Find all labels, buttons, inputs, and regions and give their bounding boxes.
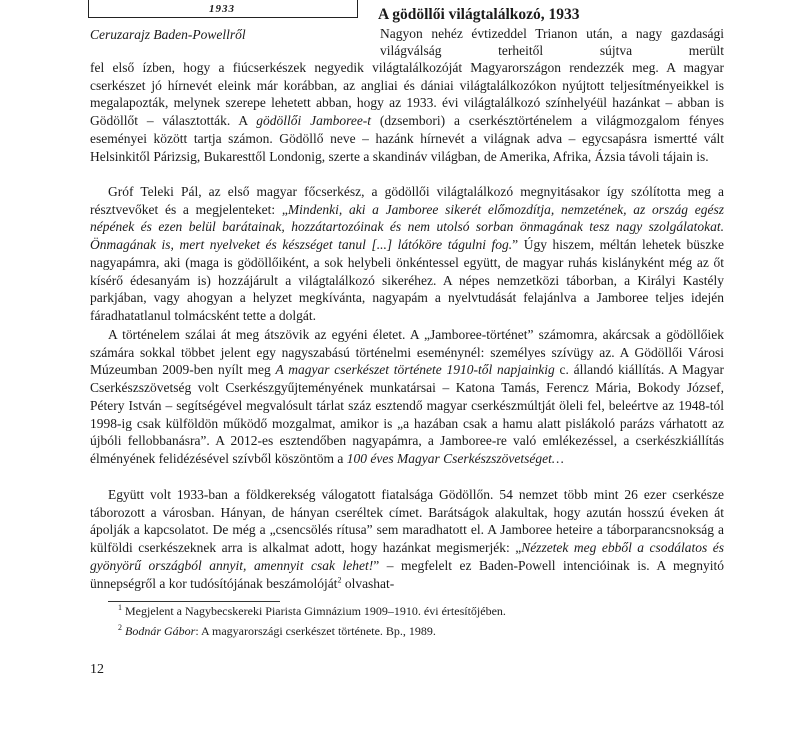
footnote-number: 2 xyxy=(118,623,122,632)
footnote-2: $^2$ Bodnár Gábor: A magyarországi cserkészet története. Bp., 1989. xyxy=(118,623,436,638)
footnote-author: Bodnár Gábor xyxy=(125,624,196,638)
page-number: 12 xyxy=(90,662,104,677)
paragraph-2: Gróf Teleki Pál, az első magyar főcserkész, a gödöllői világtalálkozó megnyitásakor így szólította meg a résztvevőket és a megjelenteket: „Mindenki, aki a Jamboree sikerét előmozdítja, nemzetének, az ország egész népének és ezen belül barátainak, hozzátartozóinak és nem utolsó sorban önmagának tesz nagy szolgálatokat. Önmagának is, mert nyelveket és készséget tanul [...] látóköre tágulni fog.” Úgy hiszem, méltán lehetek büszke nagyapámra, aki (maga is gödöllőiként, a sok helybeli önkéntessel együtt, de magyar ruhás kislányként még az őt kísérő édesanyám is) hozzájárult a világtalálkozó sikeréhez. A népes nemzetközi táborban, a Királyi Kastély parkjában, vagy ahogyan a helyzet megkívánta, nagyapám a nyelvtudását felajánlva a Jamboree teljes idején fáradhatatlanul tolmácsként tette a dolgát. xyxy=(90,184,724,323)
footnote-ref-2: 2 xyxy=(337,575,342,585)
footnote-divider xyxy=(108,601,280,602)
image-caption: Ceruzarajz Baden-Powellről xyxy=(90,27,246,42)
paragraph-3: A történelem szálai át meg átszövik az egyéni életet. A „Jamboree-történet” számomra, akárcsak a gödöllőiek számára sokkal többet jelent egy nagyszabású történelmi eseménynél: személyes szívügy az. A Gödöllői Városi Múzeumban 2009-ben nyílt meg A magyar cserkészet története 1910-től napjainkig c. állandó kiállítás. A Magyar Cserkészszövetség volt Cserkészgyűjteményének munkatársai – Katona Tamás, Ferencz Mária, Bokody József, Pétery István – segítségével megvalósult tárlat száz esztendő magyar cserkészmúltját öleli fel, beleértve az 1948-tól 1998-ig csak külföldön működő mozgalmat, amikor is „a hazában csak a hamu alatt pislákoló parázs várhatott az újbóli fellobbanásra”. A 2012-es esztendőben nagyapámra, a Jamboree-re való emlékezéssel, a cserkészkiállítás élményének felidézésével szívből köszöntöm a 100 éves Magyar Cserkészszövetséget… xyxy=(90,327,724,466)
article-title: A gödöllői világtalálkozó, 1933 xyxy=(378,6,580,23)
illustration-year: 1933 xyxy=(209,3,235,15)
paragraph-4: Együtt volt 1933-ban a földkerekség válogatott fiatalsága Gödöllőn. 54 nemzet több mint 26 ezer cserkésze táborozott a városban. Hányan, de hányan cseréltek címet. Barátságok alakultak, hogy azután hosszú éveken át ápolják a kapcsolatot. De még a „csencsölés rítusa” sem maradhatott el. A Jamboree heteire a táborparancsnokság a külföldi cserkészeknek arra is alkalmat adott, hogy hazánkat megismerjék: „Nézzetek meg ebből a csodálatos és gyönyörű országból annyit, amennyit csak lehet!” – megfelelt ez Baden-Powell intencióinak is. A megnyitó ünnepségről a kor tudósítójának beszámolóját$^2$ olvashat- xyxy=(90,487,724,591)
footnote-number: 1 xyxy=(118,603,122,612)
illustration-frame xyxy=(88,0,358,18)
footnote-1: $^1$ Megjelent a Nagybecskereki Piarista Gimnázium 1909–1910. évi értesítőjében. xyxy=(118,603,506,618)
paragraph-1: fel első ízben, hogy a fiúcserkészek negyedik világtalálkozóját Magyarországon rendezzék meg. A magyar cserkészet jó hírnevét eleink már korábban, az angliai és dániai világtalálkozókon nyújtott teljesítményeikkel is megalapozták, melynek szerepe lehetett abban, hogy az 1933. évi világtalálkozó színhelyéül hazánkat – abban is Gödöllőt – választották. A gödöllői Jamboree-t (dzsembori) a cserkésztörténelem a világmozgalom fényes eseményei között tartja számon. Gödöllő neve – hazánk hírnevét a világnak adva – egycsapásra ismertté vált Helsinkitől Párizsig, Bukaresttől Londonig, szerte a skandináv világban, de Amerika, Afrika, Ázsia távoli tájain is. xyxy=(90,60,724,164)
lead-paragraph: Nagyon nehéz évtizeddel Trianon után, a nagy gazdasági világválság terheitől sújtva merült xyxy=(380,26,724,58)
